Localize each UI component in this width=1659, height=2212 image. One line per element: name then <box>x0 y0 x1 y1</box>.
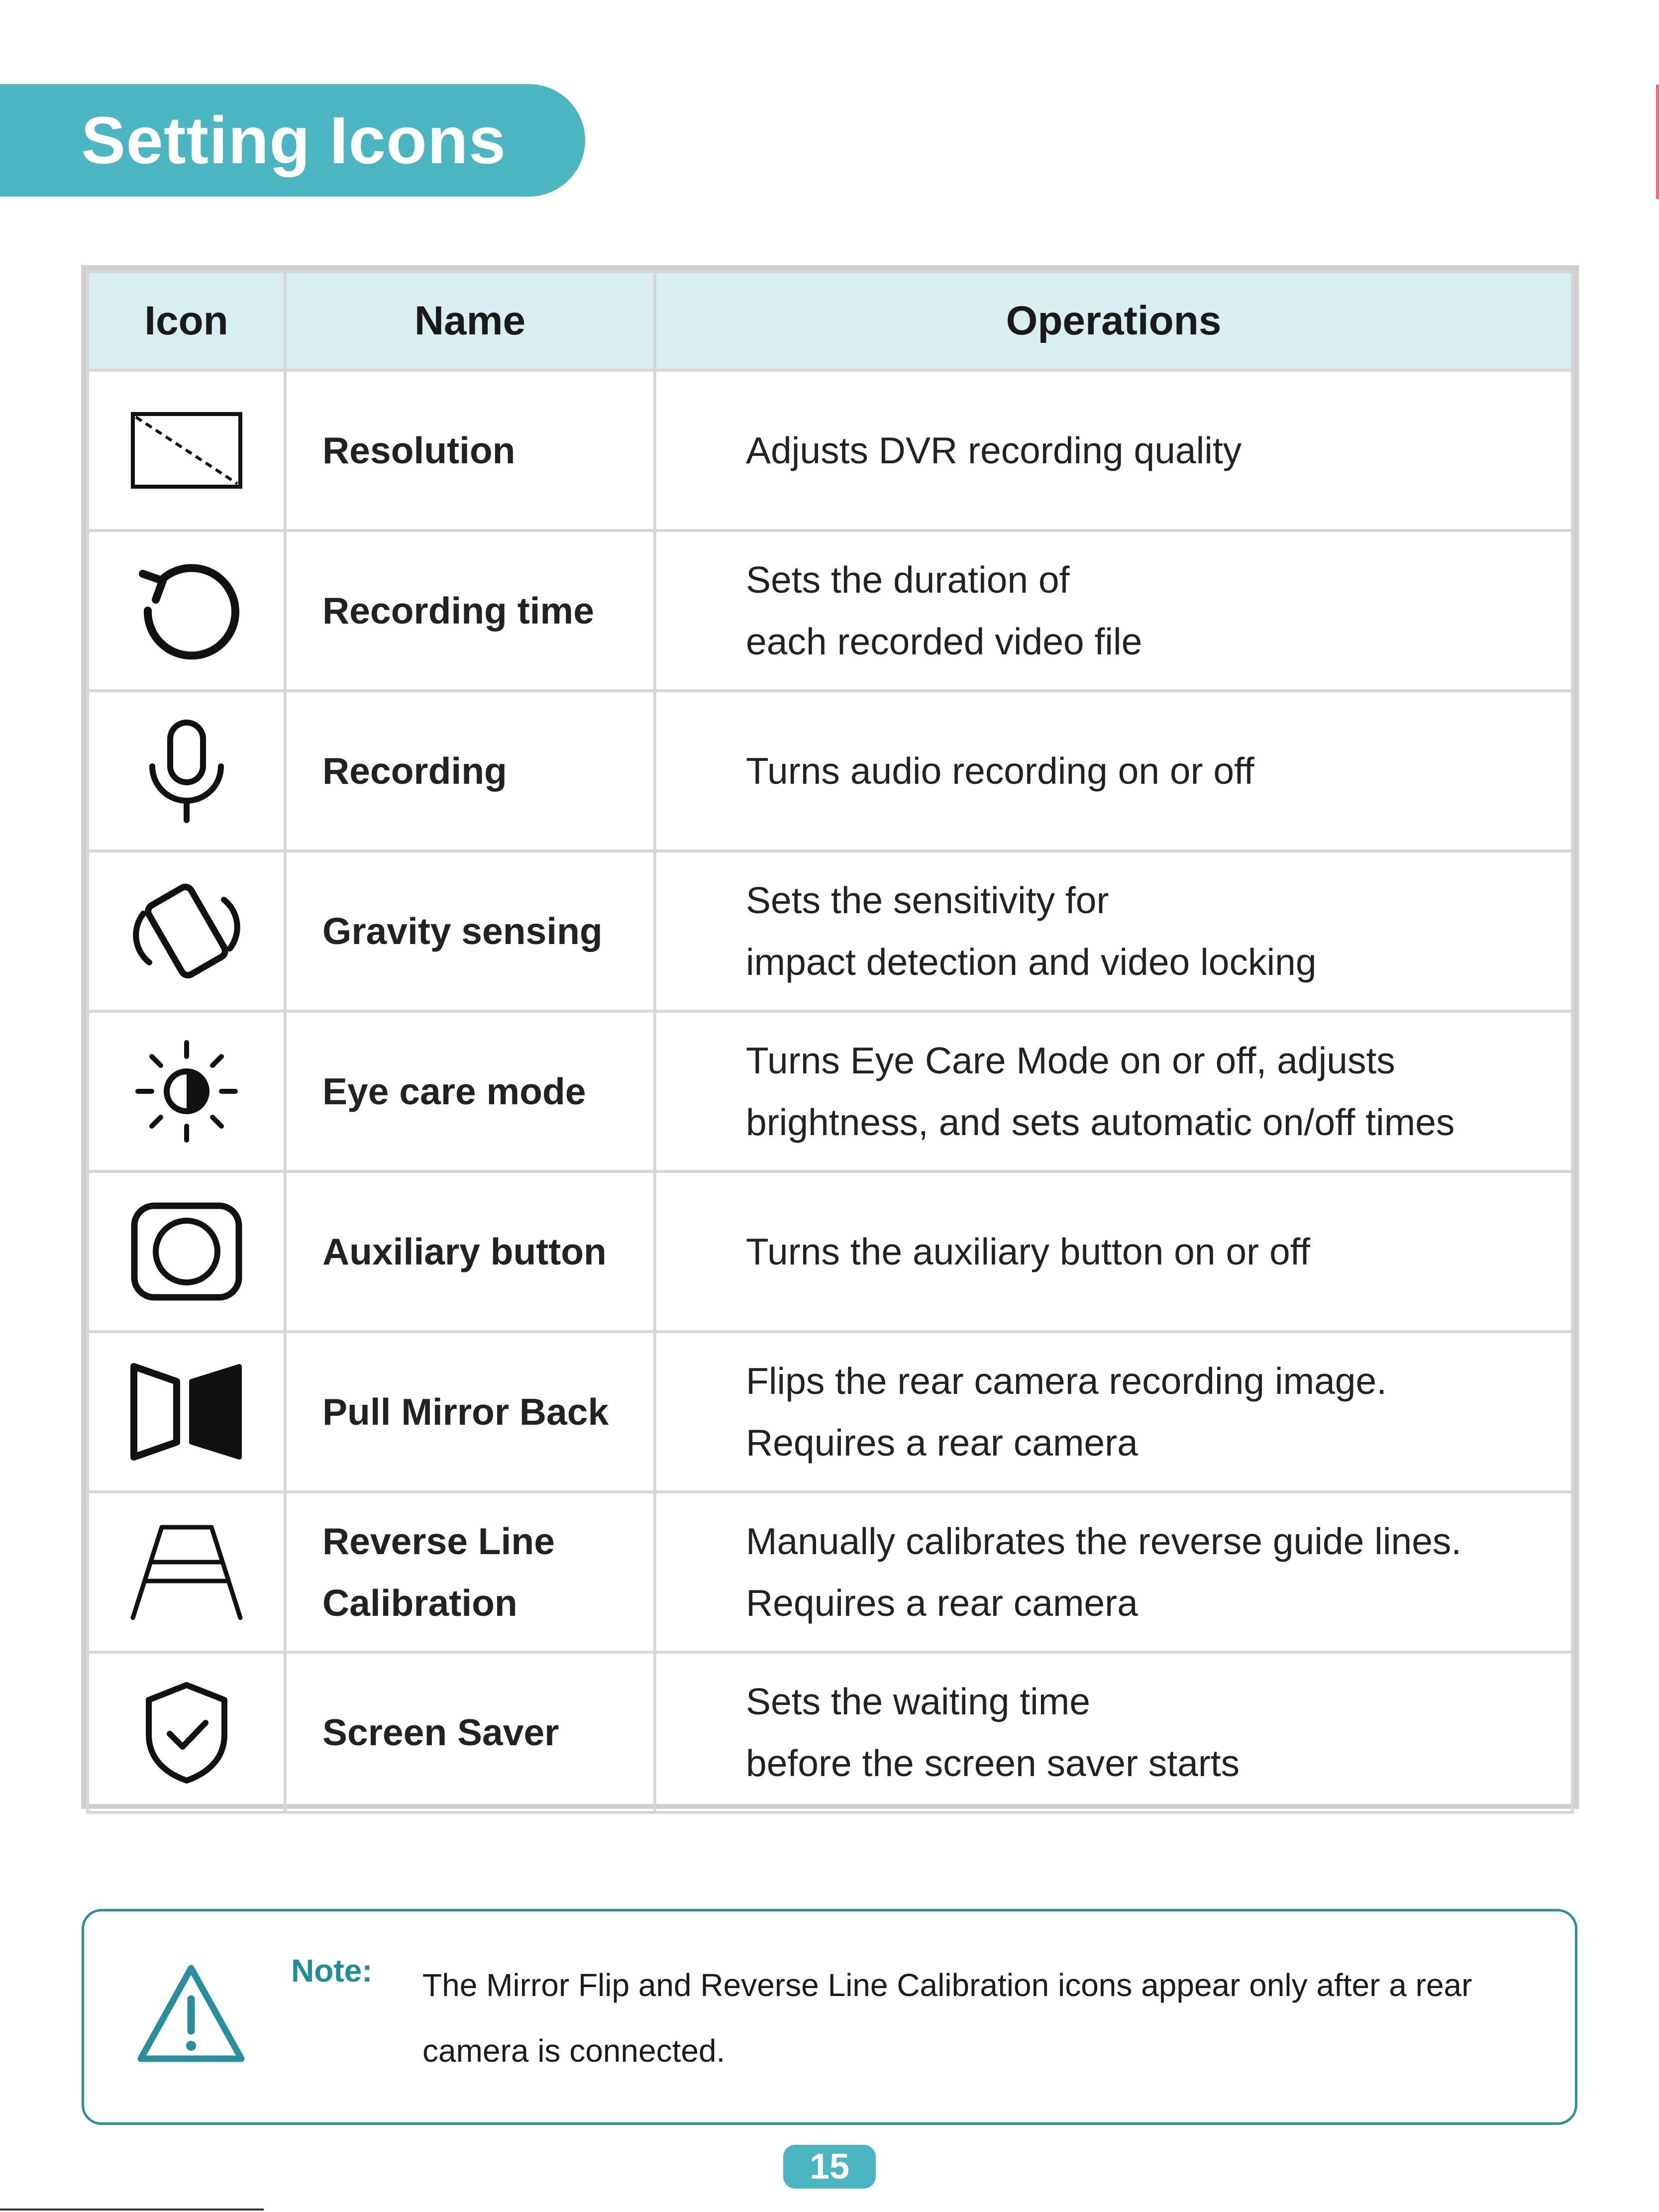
setting-operation: each recorded video file <box>746 621 1142 662</box>
microphone-icon <box>144 719 229 823</box>
table-row <box>88 1652 1572 1812</box>
edge-marker <box>1656 85 1659 199</box>
setting-name: Calibration <box>322 1582 518 1624</box>
resolution-icon <box>127 408 246 493</box>
note-text: The Mirror Flip and Reverse Line Calibration icons appear only after a rear camera is connected. <box>422 1967 1472 2069</box>
footer-divider <box>0 2209 264 2211</box>
setting-operation: Requires a rear camera <box>746 1582 1138 1624</box>
table-row <box>88 1492 1572 1652</box>
setting-name: Eye care mode <box>322 1070 586 1112</box>
table-row <box>88 851 1572 1011</box>
setting-operation: Sets the waiting time <box>746 1681 1090 1722</box>
setting-name: Auxiliary button <box>322 1231 607 1272</box>
eye-care-icon <box>132 1037 241 1146</box>
setting-name: Screen Saver <box>322 1711 559 1753</box>
setting-operation: before the screen saver starts <box>746 1742 1240 1784</box>
table-row <box>88 691 1572 851</box>
auxiliary-button-icon <box>129 1202 244 1301</box>
setting-name: Pull Mirror Back <box>322 1391 609 1433</box>
page-number: 15 <box>783 2145 876 2189</box>
header-operations: Operations <box>655 272 1572 370</box>
setting-operation: Turns audio recording on or off <box>746 750 1254 792</box>
header-icon: Icon <box>88 272 285 370</box>
setting-operation: Turns Eye Care Mode on or off, adjusts <box>746 1040 1395 1081</box>
setting-name: Reverse Line <box>322 1520 555 1562</box>
table-row <box>88 1011 1572 1171</box>
table-row <box>88 370 1572 530</box>
page-title: Setting Icons <box>81 103 507 178</box>
table-header-row <box>88 272 1572 370</box>
gravity-sensing-icon <box>129 879 244 983</box>
setting-operation: brightness, and sets automatic on/off times <box>746 1101 1455 1143</box>
setting-operation: Turns the auxiliary button on or off <box>746 1231 1310 1272</box>
setting-operation: impact detection and video locking <box>746 941 1317 983</box>
settings-table <box>81 265 1579 1809</box>
header-name: Name <box>285 272 655 370</box>
setting-name: Resolution <box>322 429 516 471</box>
setting-operation: Sets the duration of <box>746 559 1070 601</box>
note-box <box>82 1909 1577 2125</box>
setting-name: Recording <box>322 750 507 792</box>
setting-operation: Manually calibrates the reverse guide lines. <box>746 1520 1462 1562</box>
setting-operation: Requires a rear camera <box>746 1422 1138 1464</box>
setting-operation: Adjusts DVR recording quality <box>746 429 1242 471</box>
shield-check-icon <box>142 1680 231 1785</box>
table-row <box>88 530 1572 691</box>
reverse-line-icon <box>127 1522 246 1622</box>
section-title-banner <box>0 84 585 197</box>
warning-icon <box>134 1961 248 2066</box>
setting-name: Gravity sensing <box>322 910 603 952</box>
note-label: Note: <box>291 1953 373 1989</box>
table-row <box>88 1171 1572 1332</box>
recording-time-icon <box>132 556 241 665</box>
mirror-flip-icon <box>127 1360 246 1464</box>
setting-operation: Sets the sensitivity for <box>746 879 1109 921</box>
table-row <box>88 1332 1572 1492</box>
setting-name: Recording time <box>322 590 594 632</box>
setting-operation: Flips the rear camera recording image. <box>746 1360 1387 1402</box>
